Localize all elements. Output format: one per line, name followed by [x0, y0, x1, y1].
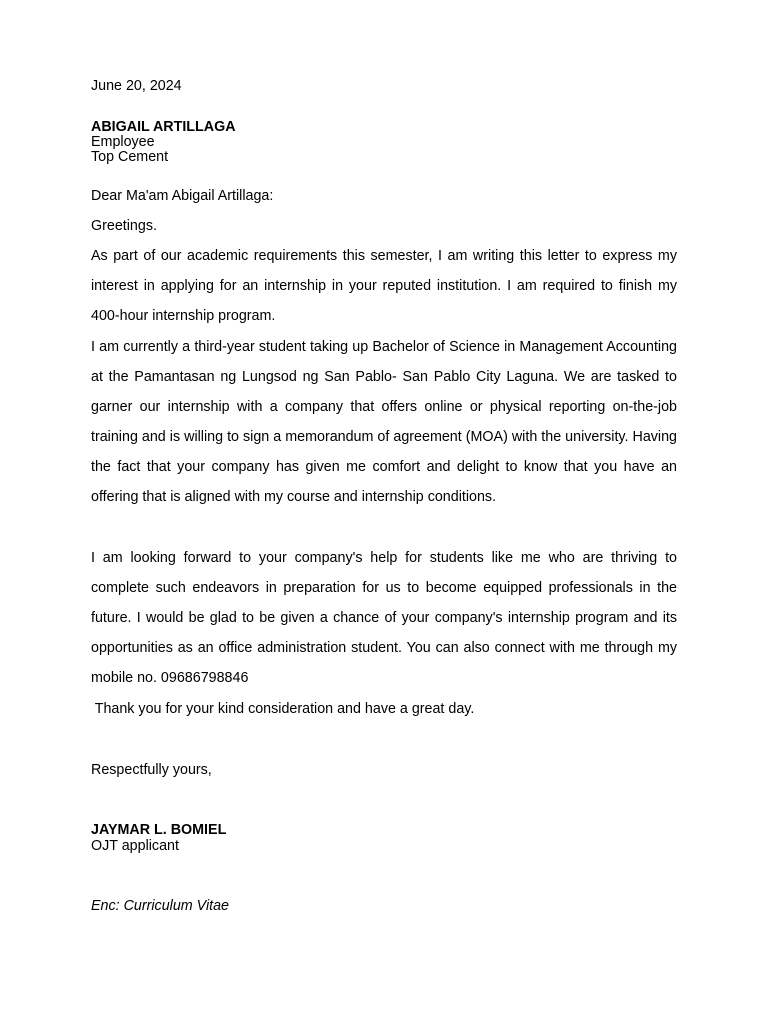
sender-name: JAYMAR L. BOMIEL	[91, 822, 227, 838]
body-paragraph-1: As part of our academic requirements this semester, I am writing this letter to express my interest in applying for an internship in your reputed institution. I am required to finish my 400-hour internship program.	[91, 248, 677, 325]
recipient-company: Top Cement	[91, 149, 169, 165]
letter-date: June 20, 2024	[91, 78, 182, 94]
thanks-line: Thank you for your kind consideration and have a great day.	[91, 701, 475, 717]
sender-title: OJT applicant	[91, 838, 179, 854]
body-paragraph-3: I am looking forward to your company's help for students like me who are thriving to complete such endeavors in preparation for us to become equipped professionals in the future. I would be glad to be given a chance of your company's internship program and its opportunities as an office administration student. You can also connect with me through my mobile no. 09686798846	[91, 550, 677, 687]
recipient-name: ABIGAIL ARTILLAGA	[91, 119, 236, 135]
body-paragraph-2: I am currently a third-year student taking up Bachelor of Science in Management Accounting at the Pamantasan ng Lungsod ng San Pablo- San Pablo City Laguna. We are tasked to garner our internship with a company that offers online or physical reporting on-the-job training and is willing to sign a memorandum of agreement (MOA) with the university. Having the fact that your company has given me comfort and delight to know that you have an offering that is aligned with my course and internship conditions.	[91, 339, 677, 506]
recipient-position: Employee	[91, 134, 155, 150]
greeting: Greetings.	[91, 218, 157, 234]
closing: Respectfully yours,	[91, 762, 212, 778]
enclosure-note: Enc: Curriculum Vitae	[91, 898, 229, 914]
salutation: Dear Ma'am Abigail Artillaga:	[91, 188, 274, 204]
